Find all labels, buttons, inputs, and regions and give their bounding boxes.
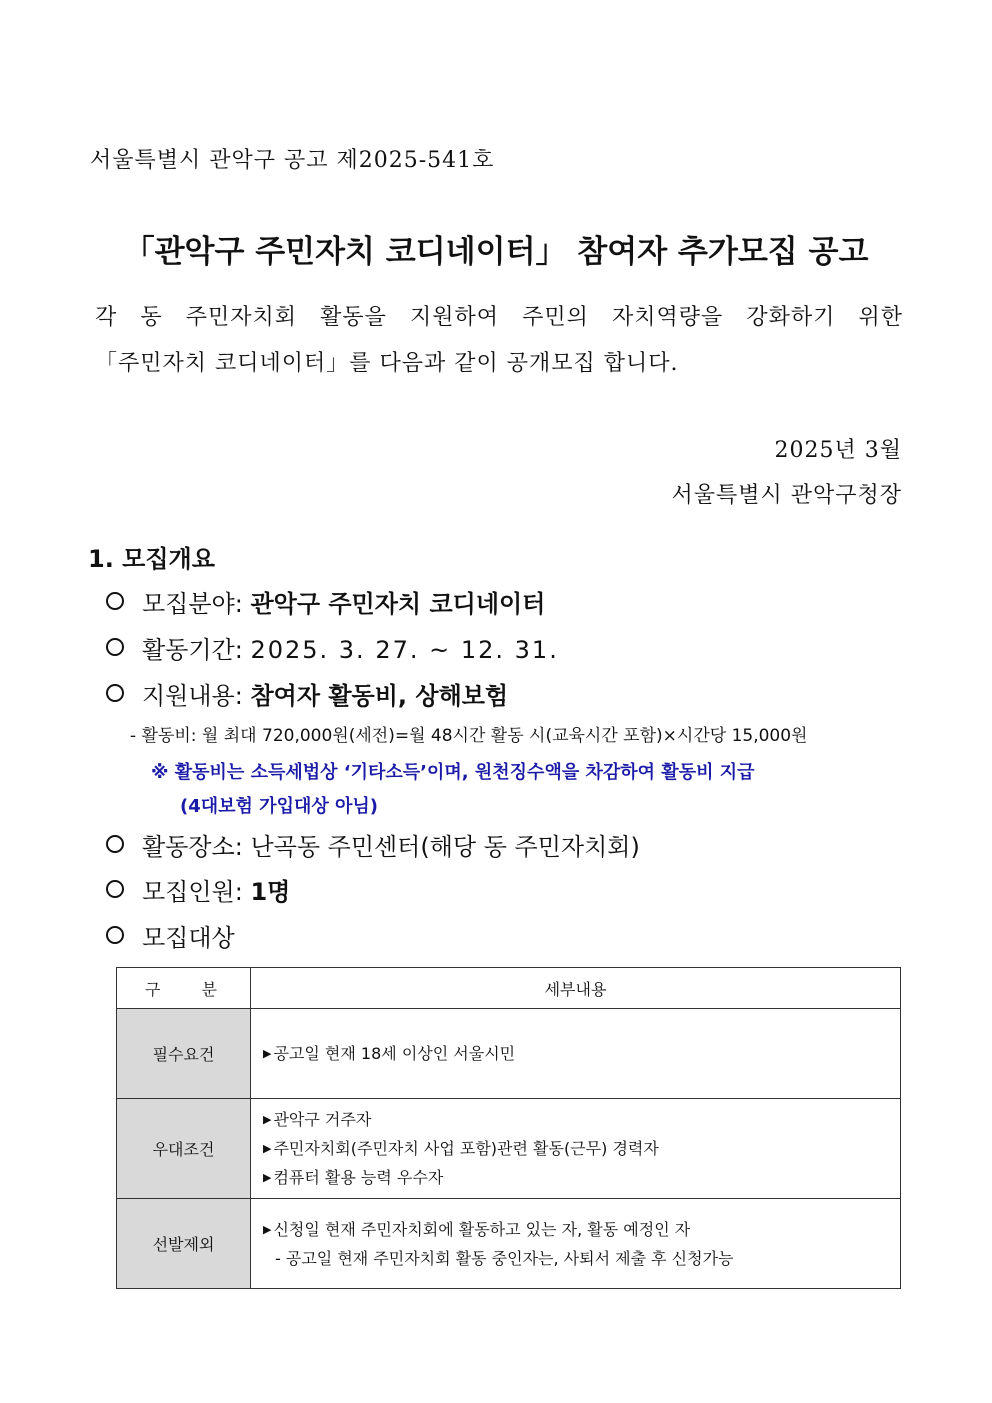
circle-bullet-icon bbox=[106, 684, 124, 702]
circle-bullet-icon bbox=[106, 880, 124, 898]
row-category: 필수요건 bbox=[117, 1009, 251, 1099]
item-value: 난곡동 주민센터(해당 동 주민자치회) bbox=[250, 833, 640, 861]
item-label: 모집대상 bbox=[142, 924, 235, 952]
table-header: 구 분 bbox=[117, 968, 251, 1009]
item-label: 모집인원: bbox=[142, 878, 251, 906]
notice-number: 서울특별시 관악구 공고 제2025-541호 bbox=[90, 148, 495, 173]
item-support bbox=[106, 676, 508, 711]
item-value: 1명 bbox=[250, 878, 291, 906]
support-detail: - 활동비: 월 최대 720,000원(세전)=월 48시간 활동 시(교육시간 포함)×시간당 15,000원 bbox=[130, 726, 808, 746]
right-triangle-icon: ▶ bbox=[263, 1113, 272, 1126]
item-period bbox=[106, 630, 559, 665]
row-details bbox=[251, 1199, 901, 1289]
table-header-row bbox=[117, 968, 901, 1009]
row-category: 선발제외 bbox=[117, 1199, 251, 1289]
table-row bbox=[117, 1199, 901, 1289]
row-category: 우대조건 bbox=[117, 1099, 251, 1199]
item-label: 활동기간: bbox=[142, 636, 251, 664]
detail-line: ▶ 주민자치회(주민자치 사업 포함)관련 활동(근무) 경력자 bbox=[263, 1139, 659, 1158]
circle-bullet-icon bbox=[106, 592, 124, 610]
table-row bbox=[117, 1009, 901, 1099]
intro-line-1: 각 동 주민자치회 활동을 지원하여 주민의 자치역량을 강화하기 위한 bbox=[95, 305, 903, 330]
row-details bbox=[251, 1009, 901, 1099]
support-note: ※ 활동비는 소득세법상 ‘기타소득’이며, 원천징수액을 차감하여 활동비 지급 bbox=[151, 762, 755, 783]
item-value: 2025. 3. 27. ~ 12. 31. bbox=[250, 636, 559, 664]
target-table bbox=[116, 967, 901, 1289]
right-triangle-icon: ▶ bbox=[263, 1171, 272, 1184]
right-triangle-icon: ▶ bbox=[263, 1047, 272, 1060]
support-note-cont: (4대보험 가입대상 아님) bbox=[180, 796, 379, 817]
section-heading: 1. 모집개요 bbox=[88, 545, 215, 573]
detail-line: ▶ 공고일 현재 18세 이상인 서울시민 bbox=[263, 1044, 516, 1063]
issuer: 서울특별시 관악구청장 bbox=[671, 483, 902, 508]
item-value: 참여자 활동비, 상해보험 bbox=[250, 682, 509, 710]
item-target bbox=[106, 918, 235, 953]
right-triangle-icon: ▶ bbox=[263, 1222, 272, 1236]
intro-line-2: 「주민자치 코디네이터」를 다음과 같이 공개모집 합니다. bbox=[95, 351, 679, 376]
item-value: 관악구 주민자치 코디네이터 bbox=[250, 590, 546, 618]
detail-line: ▶ 관악구 거주자 bbox=[263, 1110, 372, 1129]
detail-subline: - 공고일 현재 주민자치회 활동 중인자는, 사퇴서 제출 후 신청가능 bbox=[275, 1248, 734, 1268]
item-field bbox=[106, 584, 545, 619]
row-details bbox=[251, 1099, 901, 1199]
circle-bullet-icon bbox=[106, 835, 124, 853]
item-place bbox=[106, 827, 640, 862]
item-label: 활동장소: bbox=[142, 833, 251, 861]
item-label: 모집분야: bbox=[142, 590, 251, 618]
detail-line: ▶ 신청일 현재 주민자치회에 활동하고 있는 자, 활동 예정인 자 bbox=[263, 1219, 691, 1239]
circle-bullet-icon bbox=[106, 638, 124, 656]
circle-bullet-icon bbox=[106, 926, 124, 944]
page-title: 「관악구 주민자치 코디네이터」 참여자 추가모집 공고 bbox=[123, 234, 869, 270]
table-header: 세부내용 bbox=[251, 968, 901, 1009]
table-row bbox=[117, 1099, 901, 1199]
notice-date: 2025년 3월 bbox=[774, 438, 902, 463]
item-count bbox=[106, 872, 290, 907]
item-label: 지원내용: bbox=[142, 682, 251, 710]
detail-line: ▶ 컴퓨터 활용 능력 우수자 bbox=[263, 1168, 444, 1187]
right-triangle-icon: ▶ bbox=[263, 1142, 272, 1155]
